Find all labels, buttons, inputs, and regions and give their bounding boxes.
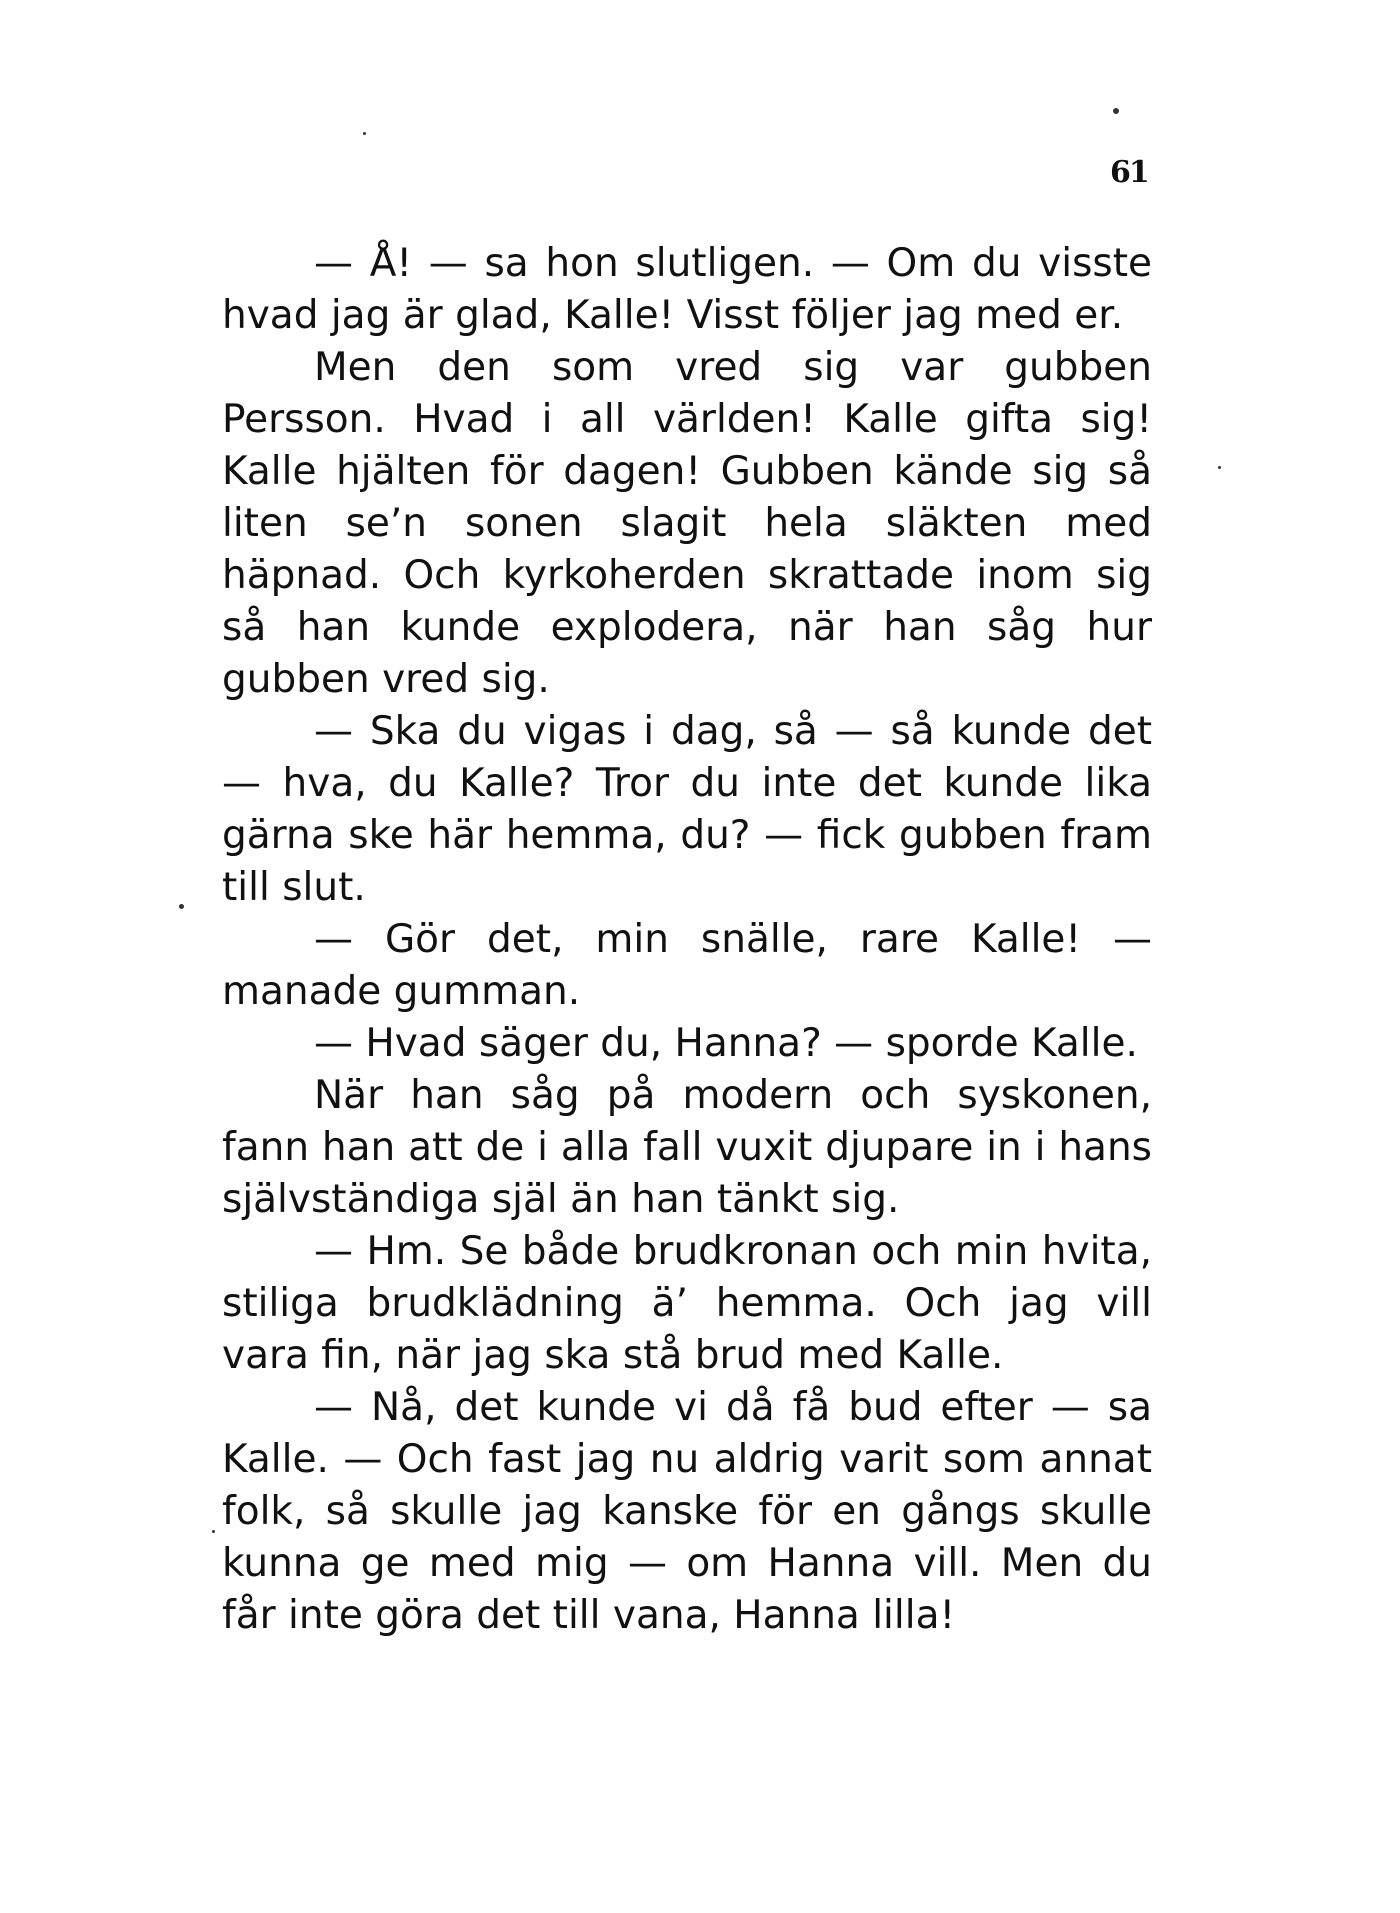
scan-speck bbox=[1113, 108, 1119, 114]
page-number: 61 bbox=[1110, 155, 1148, 190]
paragraph: — Å! — sa hon slutligen. — Om du visste hvad jag är glad, Kalle! Visst följer jag med er. bbox=[222, 241, 1152, 338]
scan-speck bbox=[212, 1530, 215, 1533]
paragraph: Men den som vred sig var gubben Persson. Hvad i all världen! Kalle gifta sig! Kalle hjälten för dagen! Gubben kände sig så liten se’n sonen slagit hela släkten med häpnad. Och kyrkoherden skrattade inom sig så han kunde explodera, när han såg hur gubben vred sig. bbox=[222, 345, 1152, 702]
scan-speck bbox=[1218, 466, 1221, 469]
scan-speck bbox=[179, 904, 184, 909]
paragraph: När han såg på modern och syskonen, fann han att de i alla fall vuxit djupare in i hans självständiga själ än han tänkt sig. bbox=[222, 1073, 1152, 1222]
scan-speck bbox=[363, 132, 366, 135]
paragraph: — Gör det, min snälle, rare Kalle! — manade gumman. bbox=[222, 917, 1152, 1014]
paragraph: — Hvad säger du, Hanna? — sporde Kalle. bbox=[314, 1021, 1138, 1066]
paragraph: — Ska du vigas i dag, så — så kunde det — hva, du Kalle? Tror du inte det kunde lika gärna ske här hemma, du? — fick gubben fram till slut. bbox=[222, 709, 1152, 910]
body-text bbox=[222, 238, 1152, 1642]
paragraph: — Nå, det kunde vi då få bud efter — sa Kalle. — Och fast jag nu aldrig varit som annat folk, så skulle jag kanske för en gångs skulle kunna ge med mig — om Hanna vill. Men du får inte göra det till vana, Hanna lilla! bbox=[222, 1385, 1152, 1638]
paragraph: — Hm. Se både brudkronan och min hvita, stiliga brudklädning ä’ hemma. Och jag vill vara fin, när jag ska stå brud med Kalle. bbox=[222, 1229, 1152, 1378]
